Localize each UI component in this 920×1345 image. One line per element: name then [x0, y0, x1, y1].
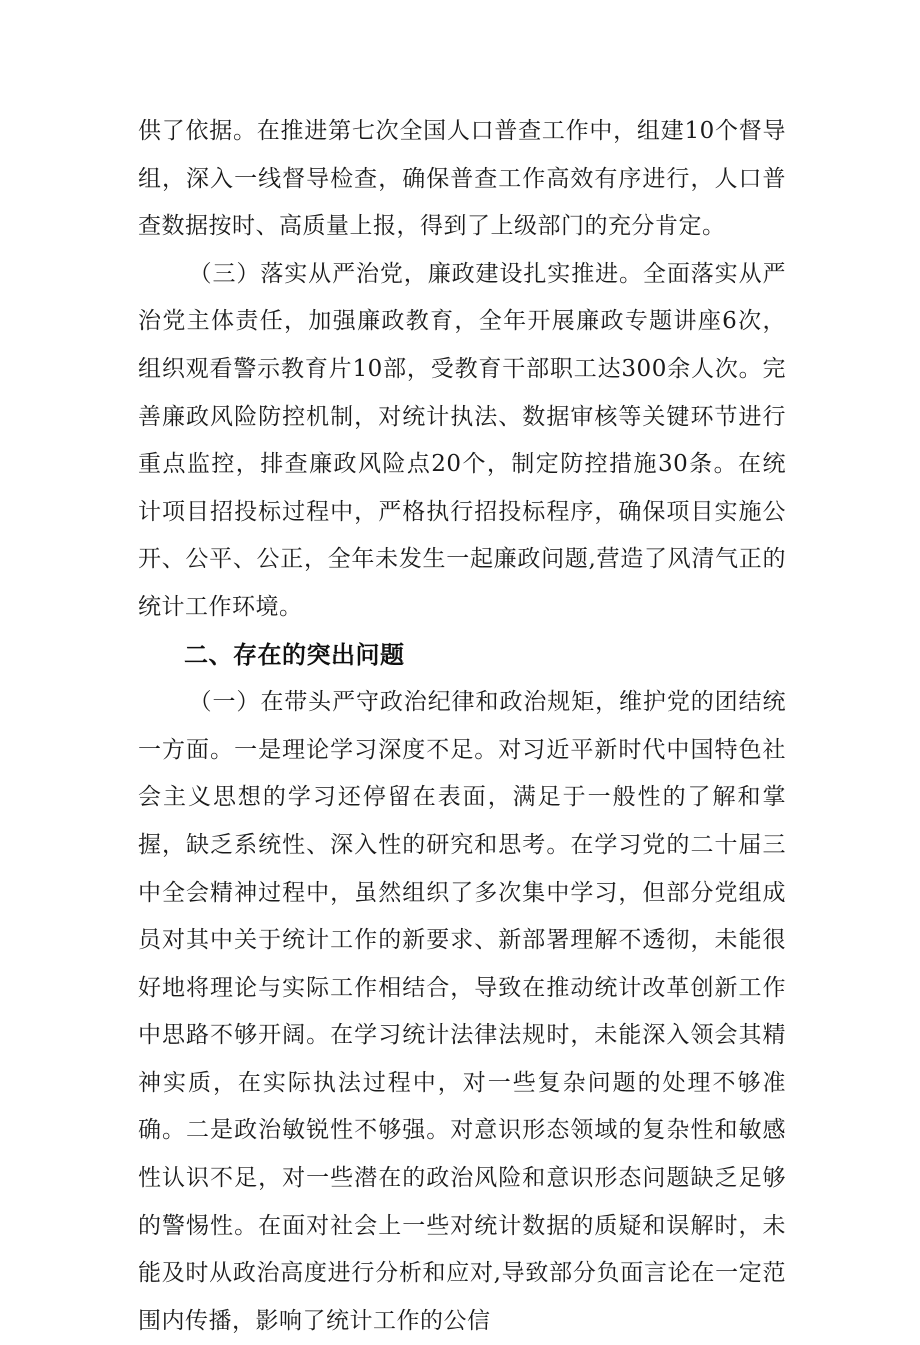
document-body [138, 108, 786, 1345]
paragraph-political-discipline: （一）在带头严守政治纪律和政治规矩，维护党的团结统一方面。一是理论学习深度不足。对习近平新时代中国特色社会主义思想的学习还停留在表面，满足于一般性的了解和掌握，缺乏系统性、深入性的研究和思考。在学习党的二十届三中全会精神过程中，虽然组织了多次集中学习，但部分党组成员对其中关于统计工作的新要求、新部署理解不透彻，未能很好地将理论与实际工作相结合，导致在推动统计改革创新工作中思路不够开阔。在学习统计法律法规时，未能深入领会其精神实质，在实际执法过程中，对一些复杂问题的处理不够准确。二是政治敏锐性不够强。对意识形态领域的复杂性和敏感性认识不足，对一些潜在的政治风险和意识形态问题缺乏足够的警惕性。在面对社会上一些对统计数据的质疑和误解时，未能及时从政治高度进行分析和应对,导致部分负面言论在一定范围内传播，影响了统计工作的公信 [138, 689, 786, 1334]
paragraph-integrity-building: （三）落实从严治党，廉政建设扎实推进。全面落实从严治党主体责任，加强廉政教育，全年开展廉政专题讲座6次，组织观看警示教育片10部，受教育干部职工达300余人次。完善廉政风险防控机制，对统计执法、数据审核等关键环节进行重点监控，排查廉政风险点20个，制定防控措施30条。在统计项目招投标过程中，严格执行招投标程序，确保项目实施公开、公平、公正，全年未发生一起廉政问题,营造了风清气正的统计工作环境。 [138, 260, 786, 620]
section-heading: 二、存在的突出问题 [184, 640, 405, 669]
paragraph-continuation: 供了依据。在推进第七次全国人口普查工作中，组建10个督导组，深入一线督导检查，确保普查工作高效有序进行，人口普查数据按时、高质量上报，得到了上级部门的充分肯定。 [138, 118, 786, 240]
